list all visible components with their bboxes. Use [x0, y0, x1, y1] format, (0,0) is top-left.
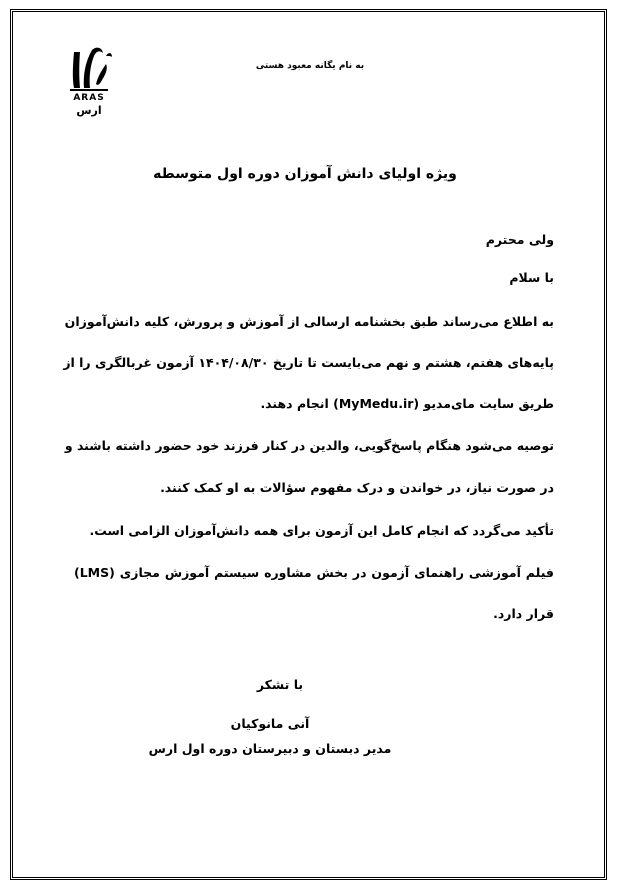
aras-school-logo-icon: [62, 44, 116, 94]
logo-latin-text: ARAS: [73, 93, 105, 103]
paragraph-4-line-2: قرار دارد.: [493, 606, 554, 621]
signer-name: آنی مانوکیان: [230, 716, 310, 731]
paragraph-4-line-1: [74, 565, 554, 580]
website-name: MyMedu.ir: [338, 396, 414, 411]
paragraph-1-line-3-end: ) انجام دهند.: [260, 396, 339, 411]
paragraph-3: تأکید می‌گردد که انجام کامل این آزمون برای همه دانش‌آموزان الزامی است.: [89, 523, 554, 538]
logo-persian-text: ارس: [76, 104, 102, 117]
paragraph-1-line-2: پایه‌های هفتم، هشتم و نهم می‌بایست تا تاریخ ۱۴۰۴/۰۸/۳۰ آزمون غربالگری را از: [63, 355, 554, 370]
paragraph-4-line-1-start: فیلم آموزشی راهنمای آزمون در بخش مشاوره سیستم آموزش مجازی (: [109, 565, 554, 580]
greeting: با سلام: [509, 270, 554, 285]
school-logo: [62, 44, 116, 120]
paragraph-2-line-2: در صورت نیاز، در خواندن و درک مفهوم سؤالات به او کمک کنند.: [160, 480, 554, 495]
invocation-heading: به نام یگانه معبود هستی: [255, 61, 365, 71]
paragraph-2-line-1: توصیه می‌شود هنگام پاسخ‌گویی، والدین در کنار فرزند خود حضور داشته باشند و: [64, 438, 554, 453]
paragraph-1-line-3-start: طریق سایت مای‌مدیو (: [413, 396, 554, 411]
salutation: ولی محترم: [485, 232, 554, 247]
paragraph-1-line-3: [74, 396, 554, 411]
paragraph-4-line-1-end: ): [74, 565, 80, 580]
closing: با تشکر: [256, 677, 304, 692]
letter-title: ویژه اولیای دانش آموزان دوره اول متوسطه: [153, 166, 457, 182]
paragraph-1-line-1: به اطلاع می‌رساند طبق بخشنامه ارسالی از آموزش و پرورش، کلیه دانش‌آموزان: [64, 314, 554, 329]
lms-label: LMS: [79, 565, 110, 580]
signer-role: مدیر دبستان و دبیرستان دوره اول ارس: [148, 741, 392, 756]
